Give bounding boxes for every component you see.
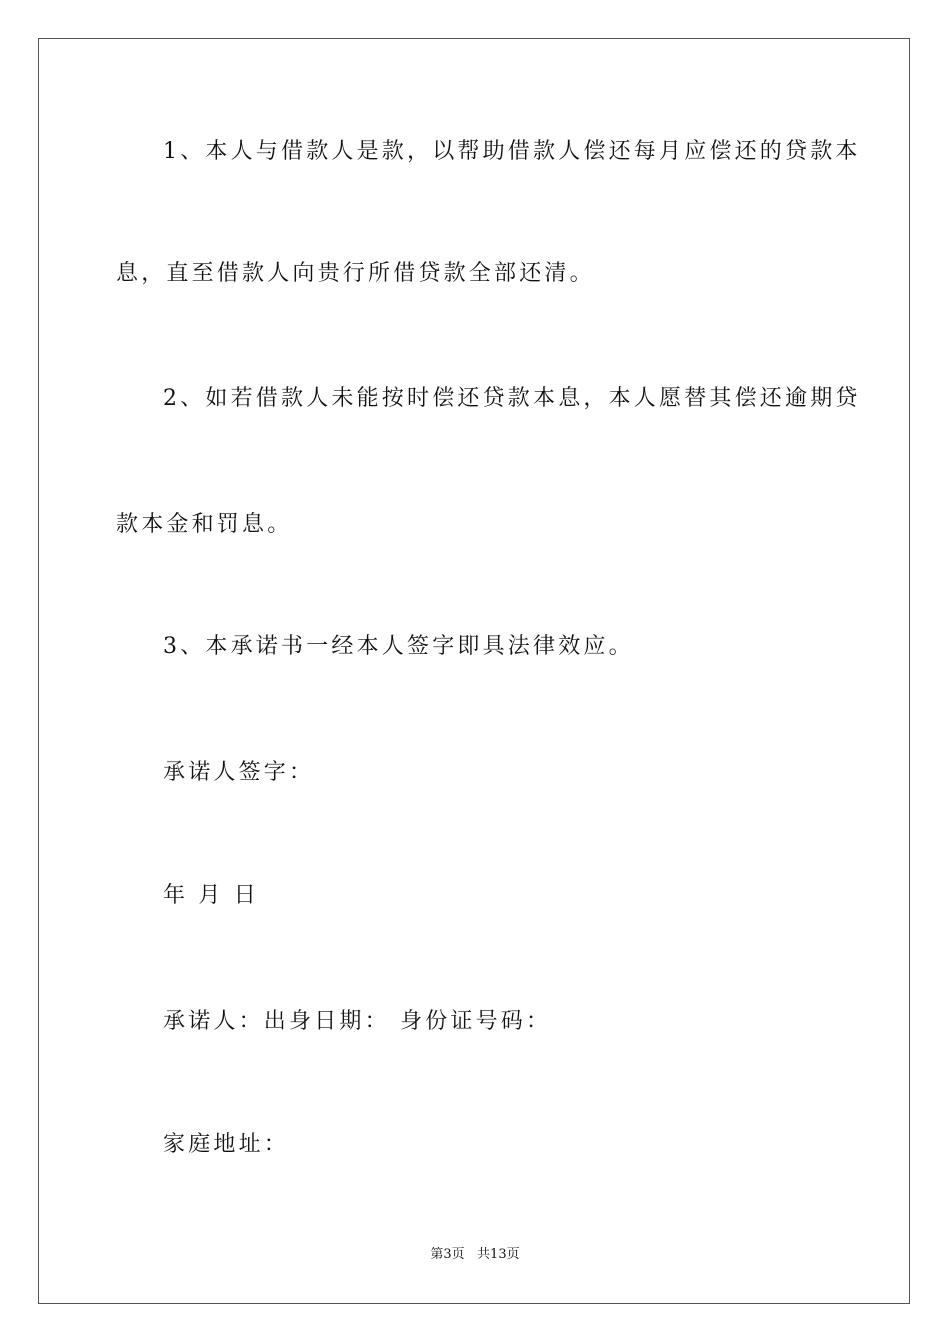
home-address-label: 家庭地址： [163, 1132, 290, 1157]
paragraph-2-line-1: 2、如若借款人未能按时偿还贷款本息，本人愿替其偿还逾期贷 [163, 386, 861, 411]
signature-label: 承诺人签字： [163, 760, 315, 785]
promisor-info-line: 承诺人：出身日期： 身份证号码： [163, 1009, 552, 1034]
page-frame [38, 38, 910, 1304]
paragraph-2-line-2: 款本金和罚息。 [116, 512, 293, 537]
paragraph-1-line-1: 1、本人与借款人是款，以帮助借款人偿还每月应偿还的贷款本 [163, 139, 861, 164]
paragraph-3: 3、本承诺书一经本人签字即具法律效应。 [163, 634, 634, 659]
paragraph-1-line-2: 息，直至借款人向贵行所借贷款全部还清。 [116, 261, 595, 286]
date-line: 年 月 日 [163, 883, 259, 908]
page-footer: 第3页 共13页 [430, 1247, 520, 1262]
